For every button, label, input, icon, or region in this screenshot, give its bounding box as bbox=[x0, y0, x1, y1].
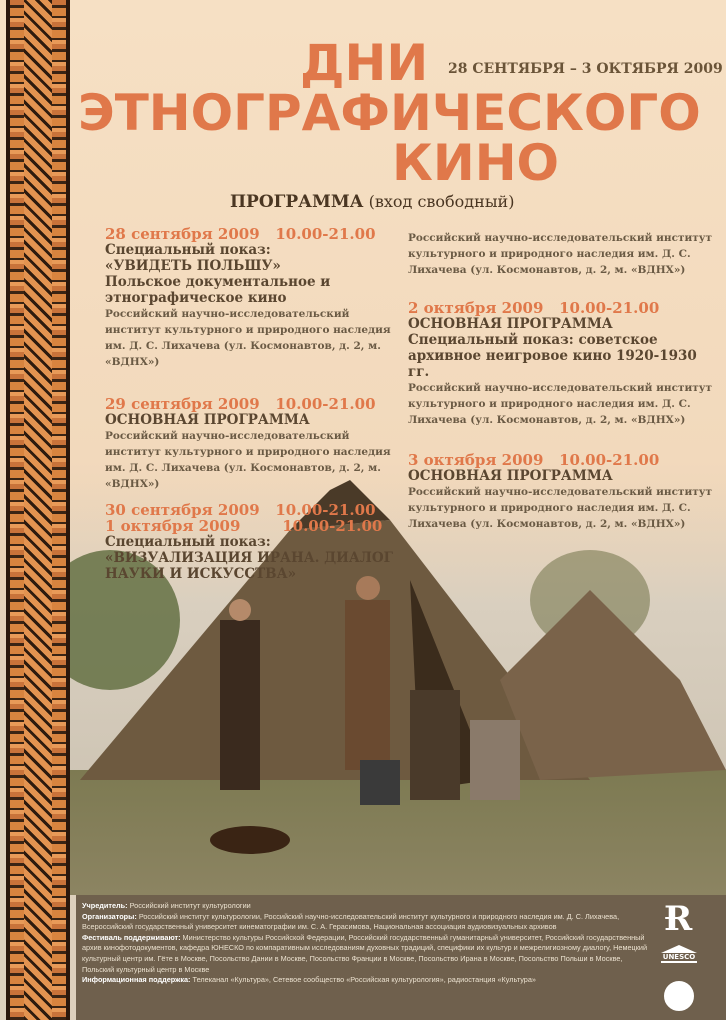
title-line-2: ЭТНОГРАФИЧЕСКОГО bbox=[78, 84, 701, 142]
event-title: Специальный показ: bbox=[105, 242, 271, 258]
event-title: ОСНОВНАЯ ПРОГРАММА bbox=[408, 316, 613, 332]
credit-label: Информационная поддержка: bbox=[82, 975, 191, 985]
event-title: ОСНОВНАЯ ПРОГРАММА bbox=[408, 468, 613, 484]
event-date: 28 сентября 2009 10.00-21.00 bbox=[105, 225, 376, 243]
ornamental-border bbox=[6, 0, 70, 1020]
event-venue: Российский научно-исследовательский институт культурного и природного наследия им. Д. С. Лихачева (ул. Космонавтов, д. 2, м. «ВДНХ») bbox=[105, 430, 391, 490]
event-date: 3 октября 2009 10.00-21.00 bbox=[408, 451, 660, 469]
event-venue: Российский научно-исследовательский институт культурного и природного наследия им. Д. С. Лихачева (ул. Космонавтов, д. 2, м. «ВДНХ») bbox=[408, 486, 712, 530]
credit-label: Организаторы: bbox=[82, 911, 137, 921]
event-date: 2 октября 2009 10.00-21.00 bbox=[408, 299, 660, 317]
schedule-left bbox=[105, 226, 403, 598]
schedule-event bbox=[408, 300, 718, 428]
credit-label: Учредитель: bbox=[82, 901, 128, 910]
schedule-event bbox=[408, 230, 718, 278]
credit-label: Фестиваль поддерживают: bbox=[82, 932, 181, 942]
credit-line bbox=[82, 901, 652, 912]
credit-text: Телеканал «Культура», Сетевое сообщество «Российская культурология», радиостанция «Культура» bbox=[192, 975, 536, 985]
event-title: Специальный показ: советское архивное неигровое кино 1920-1930 гг. bbox=[408, 332, 697, 380]
credits-text bbox=[82, 901, 652, 986]
event-title: ОСНОВНАЯ ПРОГРАММА bbox=[105, 412, 310, 428]
event-venue: Российский научно-исследовательский институт культурного и природного наследия им. Д. С. Лихачева (ул. Космонавтов, д. 2, м. «ВДНХ») bbox=[408, 232, 712, 276]
schedule-event bbox=[105, 502, 403, 582]
event-date: 30 сентября 2009 10.00-21.00 1 октября 2009 10.00-21.00 bbox=[105, 501, 383, 535]
event-title: «ВИЗУАЛИЗАЦИЯ ИРАНА. ДИАЛОГ НАУКИ И ИСКУССТВА» bbox=[105, 550, 393, 582]
title-line-3: КИНО bbox=[392, 134, 560, 192]
event-title: Польское документальное и этнографическое кино bbox=[105, 274, 331, 306]
credit-line bbox=[82, 933, 652, 975]
event-title: Специальный показ: bbox=[105, 534, 271, 550]
festival-dates: 28 СЕНТЯБРЯ – 3 ОКТЯБРЯ 2009 bbox=[448, 61, 723, 77]
unesco-label: UNESCO bbox=[662, 953, 696, 961]
credits-footer bbox=[76, 895, 726, 1020]
credit-line bbox=[82, 912, 652, 933]
program-note: (вход свободный) bbox=[368, 192, 515, 211]
program-heading bbox=[230, 192, 514, 212]
credit-line bbox=[82, 975, 652, 986]
schedule-event bbox=[105, 396, 403, 492]
event-venue: Российский научно-исследовательский институт культурного и природного наследия им. Д. С. Лихачева (ул. Космонавтов, д. 2, м. «ВДНХ») bbox=[408, 382, 712, 426]
credit-text: Российский институт культурологии bbox=[129, 901, 251, 910]
event-date: 29 сентября 2009 10.00-21.00 bbox=[105, 395, 376, 413]
credit-text: Министерство культуры Российской Федерации, Российский государственный гуманитарный университет, Российский государственный архив кинофотодокументов, кафедра ЮНЕСКО по компаративным исследованиям духовных традиций, специфики их культур и межрелигиозному диалогу, Немецкий культурный центр им. Гёте в Москве, Посольство Дании в Москве, Посольство Франции в Москве, Посольство Ирана в Москве, Посольство Польши в Москве, Польский культурный центр в Москве bbox=[82, 932, 648, 974]
culture-seal-logo bbox=[664, 981, 694, 1011]
unesco-logo bbox=[654, 945, 704, 963]
event-title: «УВИДЕТЬ ПОЛЬШУ» bbox=[105, 258, 281, 274]
schedule-event bbox=[105, 226, 403, 370]
title-line-1: ДНИ bbox=[300, 34, 429, 92]
credit-text: Российский институт культурологии, Российский научно-исследовательский институт культурного и природного наследия им. Д. С. Лихачева, Всероссийский государственный университет кинематографии им. С. А. Герасимова, Национальная ассоциация аудиовизуальных архивов bbox=[82, 911, 620, 932]
event-venue: Российский научно-исследовательский институт культурного и природного наследия им. Д. С. Лихачева (ул. Космонавтов, д. 2, м. «ВДНХ») bbox=[105, 308, 391, 368]
schedule-event bbox=[408, 452, 718, 532]
schedule-right bbox=[408, 230, 718, 548]
institute-logo: Ɍ bbox=[664, 899, 693, 939]
program-label: ПРОГРАММА bbox=[230, 192, 364, 212]
